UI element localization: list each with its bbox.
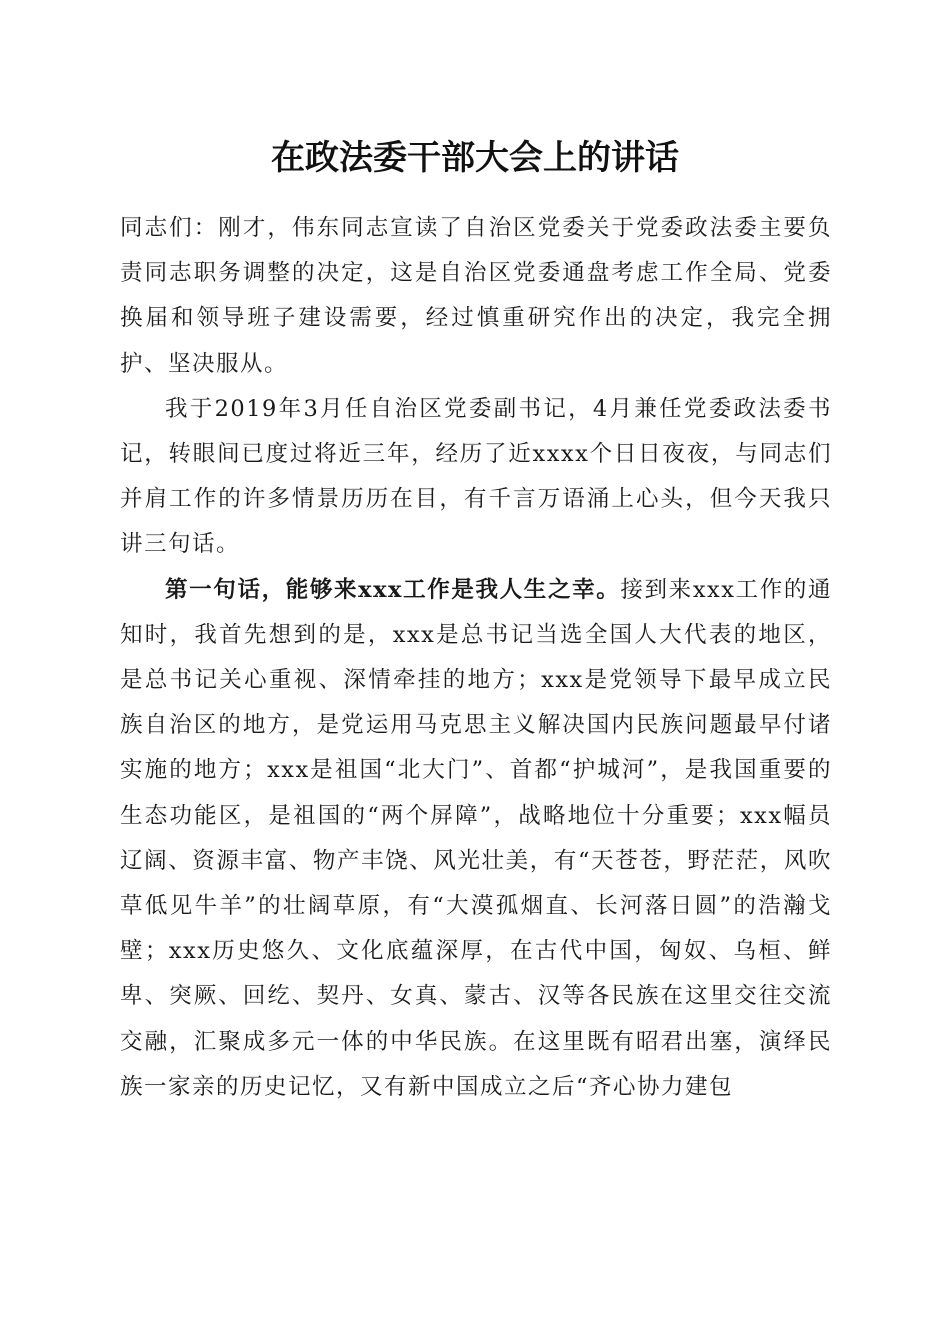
- paragraph-text: 同志们：刚才，伟东同志宣读了自治区党委关于党委政法委主要负责同志职务调整的决定，这是自治区党委通盘考虑工作全局、党委换届和领导班子建设需要，经过慎重研究作出的决定，我完全拥护、坚决服从。: [120, 215, 832, 377]
- document-body: [120, 206, 832, 1110]
- paragraph-lead-sentence: 第一句话，能够来xxx工作是我人生之幸。: [165, 576, 621, 603]
- paragraph-tenure: [120, 387, 832, 568]
- paragraph-text: 我于2019年3月任自治区党委副书记，4月兼任党委政法委书记，转眼间已度过将近三年，经历了近xxxx个日日夜夜，与同志们并肩工作的许多情景历历在目，有千言万语涌上心头，但今天我只讲三句话。: [120, 395, 832, 558]
- paragraph-first-point: [120, 568, 832, 1110]
- paragraph-text: 接到来xxx工作的通知时，我首先想到的是，xxx是总书记当选全国人大代表的地区，是总书记关心重视、深情牵挂的地方；xxx是党领导下最早成立民族自治区的地方，是党运用马克思主义解决国内民族问题最早付诸实施的地方；xxx是祖国“北大门”、首都“护城河”，是我国重要的生态功能区，是祖国的“两个屏障”，战略地位十分重要；xxx幅员辽阔、资源丰富、物产丰饶、风光壮美，有“天苍苍，野茫茫，风吹草低见牛羊”的壮阔草原，有“大漠孤烟直、长河落日圆”的浩瀚戈壁；xxx历史悠久、文化底蕴深厚，在古代中国，匈奴、乌桓、鲜卑、突厥、回纥、契丹、女真、蒙古、汉等各民族在这里交往交流交融，汇聚成多元一体的中华民族。在这里既有昭君出塞，演绎民族一家亲的历史记忆，又有新中国成立之后“齐心协力建包: [120, 576, 832, 1100]
- document-title: 在政法委干部大会上的讲话: [271, 138, 679, 178]
- paragraph-opening: [120, 206, 832, 387]
